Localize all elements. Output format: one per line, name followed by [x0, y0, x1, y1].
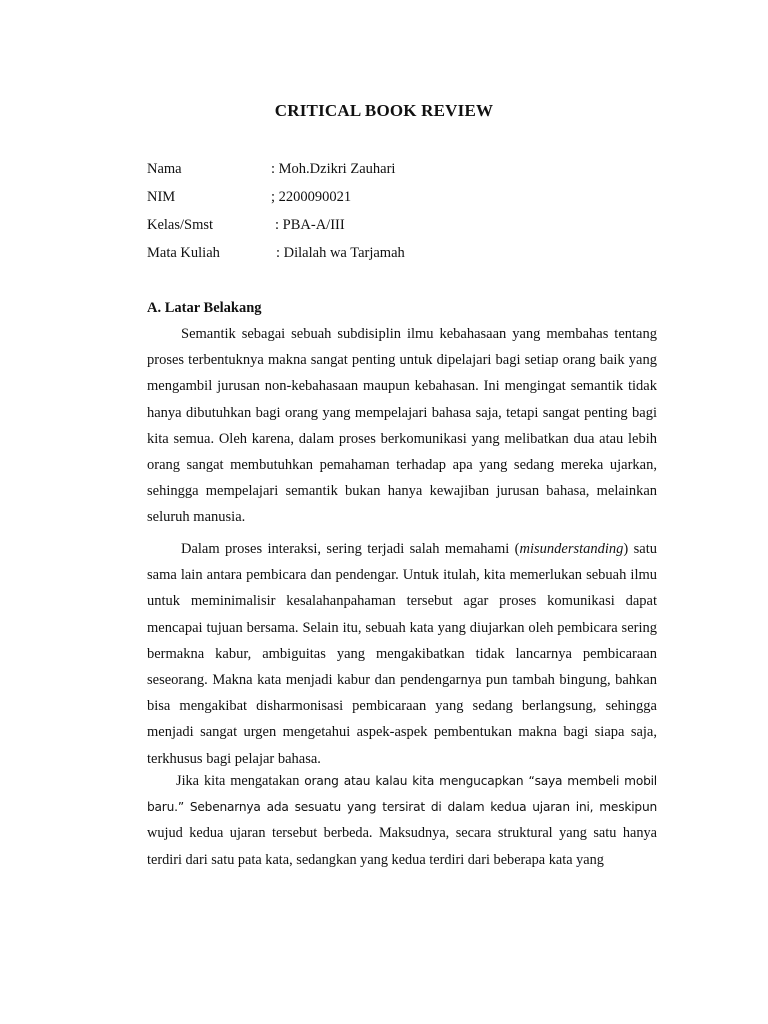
info-value: ; 2200090021	[271, 189, 352, 205]
paragraph-2-text-cont: ) satu sama lain antara pembicara dan pendengar. Untuk itulah, kita memerlukan sebuah ilmu untuk meminimalisir kesalahanpahaman tersebut agar proses komunikasi dapat mencapai tujuan bersama. Selain itu, sebuah kata yang diujarkan oleh pembicara sering bermakna kabur, ambiguitas yang mengakibatkan tidak lancarnya pembicaraan seseorang. Makna kata menjadi kabur dan pendengarnya pun tambah bingung, bahkan bisa mengakibat disharmonisasi pembicaraan yang sedang berlangsung, sehingga menjadi sangat urgen mengetahui aspek-aspek pembentukan makna bagi siapa saja, terkhusus bagi pelajar bahasa.	[147, 541, 657, 767]
info-label: Nama	[147, 161, 182, 177]
italic-term: misunderstanding	[519, 541, 624, 557]
section-heading: A. Latar Belakang	[147, 300, 262, 316]
info-label: NIM	[147, 189, 176, 205]
paragraph-3-text-cont: wujud kedua ujaran tersebut berbeda. Maksudnya, secara struktural yang satu hanya terdiri dari satu pata kata, sedangkan yang kedua terdiri dari beberapa kata yang	[147, 825, 657, 868]
paragraph-2	[147, 536, 657, 772]
info-value: : PBA-A/III	[275, 217, 345, 233]
info-label: Kelas/Smst	[147, 217, 214, 233]
info-value: : Moh.Dzikri Zauhari	[271, 161, 396, 177]
paragraph-3-text: Jika kita mengatakan	[176, 773, 305, 789]
info-label: Mata Kuliah	[147, 245, 220, 261]
paragraph-3-alt-font-text: orang atau kalau kita mengucapkan “saya membeli mobil baru.” Sebenarnya ada sesuatu yang tersirat di dalam kedua ujaran ini, meskipun	[147, 774, 657, 815]
document-title: CRITICAL BOOK REVIEW	[274, 101, 494, 120]
info-value: : Dilalah wa Tarjamah	[276, 245, 405, 261]
paragraph-1: Semantik sebagai sebuah subdisiplin ilmu kebahasaan yang membahas tentang proses terbentuknya makna sangat penting untuk dipelajari bagi setiap orang baik yang mengambil jurusan non-kebahasaan maupun kebahasan. Ini mengingat semantik tidak hanya dibutuhkan bagi orang yang mempelajari bahasa saja, tetapi sangat penting bagi kita semua. Oleh karena, dalam proses berkomunikasi yang melibatkan dua atau lebih orang sangat membutuhkan pemahaman terhadap apa yang sedang mereka ujarkan, sehingga mempelajari semantik bukan hanya kewajiban jurusan bahasa, melainkan seluruh manusia.	[147, 326, 657, 526]
paragraph-3	[147, 768, 657, 873]
paragraph-2-text: Dalam proses interaksi, sering terjadi salah memahami (	[181, 541, 520, 557]
